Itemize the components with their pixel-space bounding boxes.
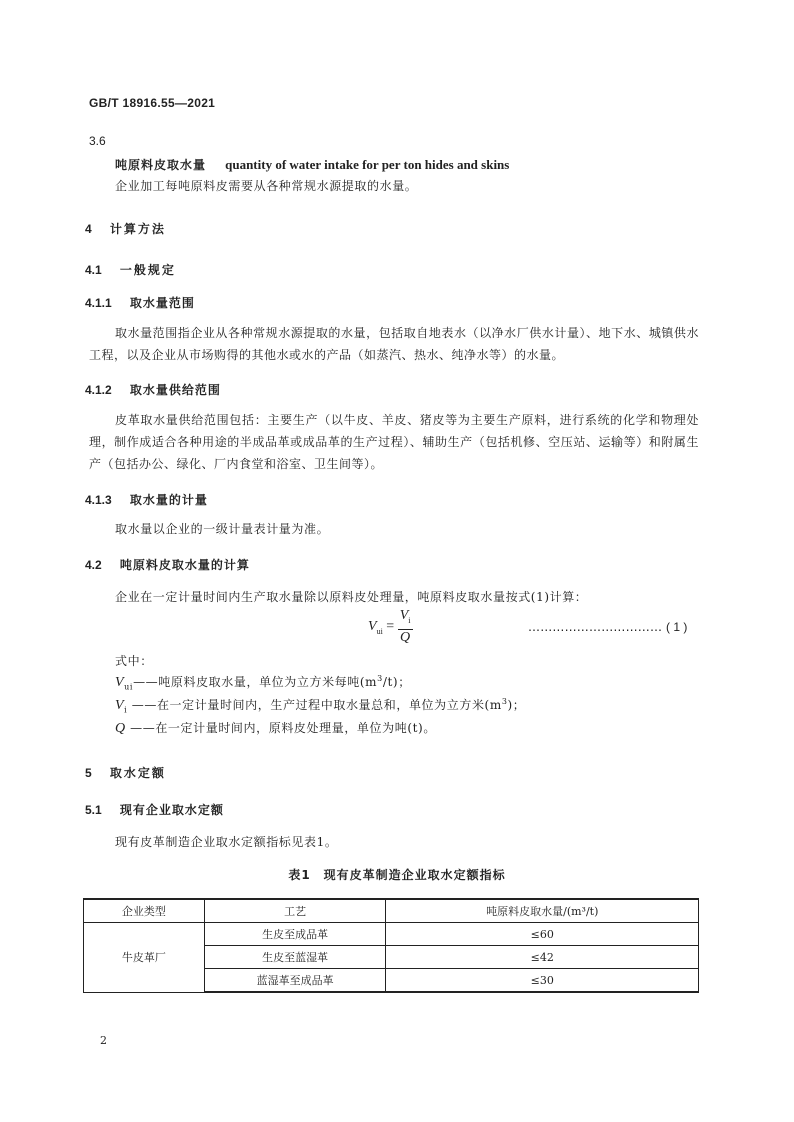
- data-table: [83, 898, 699, 993]
- formula-number: ( 1 ): [666, 620, 688, 634]
- section-number: 5.1: [85, 803, 102, 817]
- section-title: 一般规定: [119, 263, 176, 277]
- section-number: 4: [85, 222, 92, 236]
- term-en: quantity of water intake for per ton hides and skins: [225, 157, 510, 172]
- table-header-cell: 工艺: [204, 899, 386, 923]
- section-number: 4.1.2: [85, 383, 112, 397]
- paragraph-5-1: 现有皮革制造企业取水定额指标见表1。: [115, 835, 338, 849]
- section-title: 取水量范围: [129, 296, 195, 310]
- table-caption: 表1 现有皮革制造企业取水定额指标: [288, 868, 506, 882]
- section-number: 4.1.3: [85, 493, 112, 507]
- section-4-1-3-heading: [85, 491, 208, 508]
- section-4-2-heading: [85, 556, 250, 573]
- definition-item: Q ——在一定计量时间内，原料皮处理量，单位为吨(t)。: [115, 721, 436, 736]
- paragraph-4-1-1: 取水量范围指企业从各种常规水源提取的水量，包括取自地表水（以净水厂供水计量）、地下水、城镇供水工程，以及企业从市场购得的其他水或水的产品（如蒸汽、热水、纯净水等）的水量。: [89, 326, 699, 362]
- table-cell: 生皮至蓝湿革: [204, 946, 386, 969]
- table-row: [84, 923, 699, 946]
- term-heading: [115, 154, 509, 173]
- section-number: 4.1: [85, 263, 102, 277]
- section-4-1-1-heading: [85, 294, 195, 311]
- table-header-cell: 吨原料皮取水量/(m³/t): [386, 899, 699, 923]
- paragraph-4-2: 企业在一定计量时间内生产取水量除以原料皮处理量，吨原料皮取水量按式(1)计算：: [115, 590, 588, 604]
- definition-item: $V_{ui}——$吨原料皮取水量，单位为立方米每吨$(m^3/t)$；: [115, 674, 411, 692]
- table-cell: ≤42: [386, 946, 699, 969]
- section-4-1-2-heading: [85, 381, 221, 398]
- definition-item: $V_i$ ——在一定计量时间内，生产过程中取水量总和，单位为立方米$(m^3)$；: [115, 697, 526, 715]
- term-zh: 吨原料皮取水量: [115, 158, 207, 172]
- table-cell: ≤60: [386, 923, 699, 946]
- section-title: 现有企业取水定额: [119, 803, 224, 817]
- table-cell: 生皮至成品革: [204, 923, 386, 946]
- section-number: 4.1.1: [85, 296, 112, 310]
- standard-code: GB/T 18916.55—2021: [89, 96, 216, 110]
- table-header-row: [84, 899, 699, 923]
- section-number: 5: [85, 766, 92, 780]
- section-title: 取水量供给范围: [129, 383, 221, 397]
- section-5-heading: [85, 764, 166, 781]
- formula-fraction: $\frac{V_i}{Q}$: [399, 608, 411, 645]
- section-title: 取水定额: [109, 766, 166, 780]
- paragraph-4-1-3: 取水量以企业的一级计量表计量为准。: [115, 522, 330, 536]
- clause-number: 3.6: [89, 134, 106, 148]
- term-definition: 企业加工每吨原料皮需要从各种常规水源提取的水量。: [115, 179, 418, 193]
- section-number: 4.2: [85, 558, 102, 572]
- table-cell: 蓝湿革至成品革: [204, 969, 386, 993]
- table-group-cell: 牛皮革厂: [84, 923, 205, 993]
- section-title: 取水量的计量: [129, 493, 208, 507]
- paragraph-4-1-2: 皮革取水量供给范围包括：主要生产（以牛皮、羊皮、猪皮等为主要生产原料，进行系统的化学和物理处理，制作成适合各种用途的半成品革或成品革的生产过程）、辅助生产（包括机修、空压站、运输等）和附属生产（包括办公、绿化、厂内食堂和浴室、卫生间等）。: [89, 413, 699, 471]
- table-header-cell: 企业类型: [84, 899, 205, 923]
- table-cell: ≤30: [386, 969, 699, 993]
- section-title: 吨原料皮取水量的计算: [119, 558, 250, 572]
- formula-leader: ……………………………: [528, 620, 663, 634]
- where-label: 式中：: [115, 654, 153, 668]
- section-title: 计算方法: [109, 222, 166, 236]
- formula-lhs: $V_{ui}$: [368, 619, 383, 636]
- section-5-1-heading: [85, 801, 224, 818]
- page-number: 2: [100, 1034, 107, 1047]
- section-4-1-heading: [85, 261, 176, 278]
- formula-1: $V_{ui}$ = $\frac{V_i}{Q}$: [368, 608, 411, 645]
- section-4-heading: [85, 220, 166, 237]
